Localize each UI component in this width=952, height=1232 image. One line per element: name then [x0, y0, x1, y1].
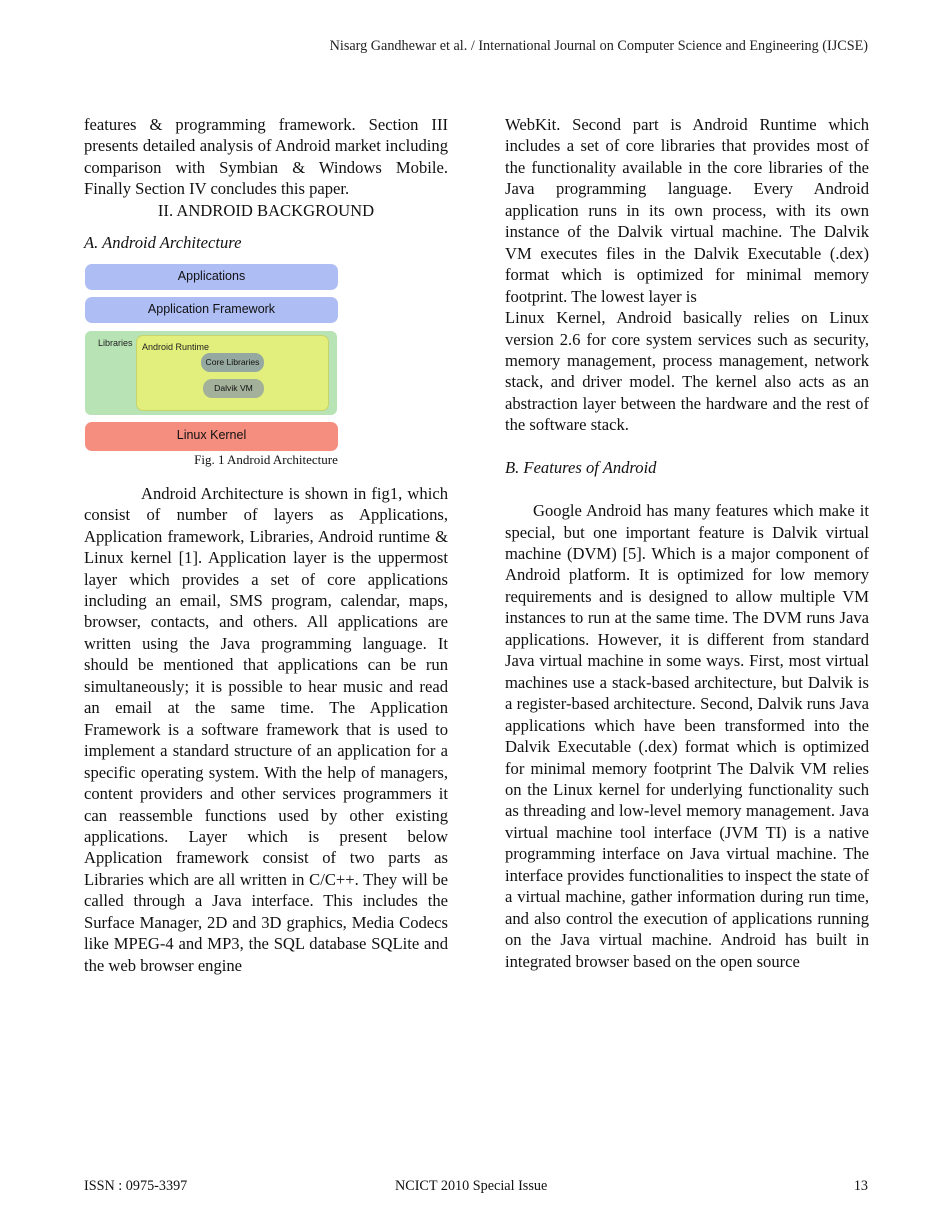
core-libraries-block: Core Libraries: [201, 353, 264, 372]
applications-layer: Applications: [85, 264, 338, 290]
section-heading: II. ANDROID BACKGROUND: [157, 200, 375, 220]
application-framework-layer: Application Framework: [85, 297, 338, 323]
dalvik-vm-block: Dalvik VM: [203, 379, 264, 398]
footer-issue: NCICT 2010 Special Issue: [395, 1178, 548, 1194]
runtime-paragraph: WebKit. Second part is Android Runtime which includes a set of core libraries that provides most of the functionality available in the core libraries of the Java programming language. Every Android application runs in its own process, with its own instance of the Dalvik virtual machine. The Dalvik VM executes files in the Dalvik Executable (.dex) format which is optimized for minimal memory footprint. The lowest layer is: [505, 115, 869, 306]
kernel-paragraph: Linux Kernel, Android basically relies on Linux version 2.6 for core system services such as security, memory management, process management, network stack, and driver model. The kernel also acts as an abstraction layer between the hardware and the rest of the software stack.: [505, 308, 869, 435]
running-head: Nisarg Gandhewar et al. / International Journal on Computer Science and Engineering (IJCSE): [329, 38, 868, 54]
left-column: [84, 114, 448, 976]
subsection-a-heading: A. Android Architecture: [84, 233, 242, 253]
architecture-paragraph: Android Architecture is shown in fig1, which consist of number of layers as Applications, Application framework, Libraries, Android runtime & Linux kernel [1]. Application layer is the uppermost layer which provides a set of core applications including an email, SMS program, calendar, maps, browser, contacts, and others. All applications are written using the Java programming language. It should be mentioned that applications can be run simultaneously; it is possible to hear music and read an email at the same time. The Application Framework is a software framework that is used to implement a standard structure of an application for a specific operating system. With the help of managers, content providers and other services programmers it can reassemble functions used by other existing applications. Layer which is present below Application framework consist of two parts as Libraries which are all written in C/C++. They will be called through a Java interface. This includes the Surface Manager, 2D and 3D graphics, Media Codecs like MPEG-4 and MP3, the SQL database SQLite and the web browser engine: [84, 483, 448, 975]
right-column: [505, 114, 869, 972]
linux-kernel-layer: Linux Kernel: [85, 422, 338, 451]
android-runtime-label: Android Runtime: [142, 341, 210, 352]
libraries-label: Libraries: [98, 337, 133, 348]
intro-paragraph: features & programming framework. Section III presents detailed analysis of Android market including comparison with Symbian & Windows Mobile. Finally Section IV concludes this paper.: [84, 115, 448, 199]
features-paragraph: Google Android has many features which make it special, but one important feature is Dalvik virtual machine (DVM) [5]. Which is a major component of Android platform. It is optimized for low memory requirements and is designed to allow multiple VM instances to run at the same time. The DVM runs Java applications. However, it is different from standard Java virtual machine in some ways. First, most virtual machines use a stack-based architecture, but Dalvik is a register-based architecture. Second, Dalvik runs Java applications which have been transformed into the Dalvik Executable (.dex) format which is optimized for minimal memory footprint The Dalvik VM relies on the Linux kernel for underlying functionality such as threading and low-level memory management. Java virtual machine tool interface (JVM TI) is a native programming interface on Java virtual machine. The interface provides functionalities to inspect the state of a virtual machine, gather information during run time, and also control the execution of applications running on the Java virtual machine. Android has built in integrated browser based on the open source: [505, 501, 869, 971]
footer-issn: ISSN : 0975-3397: [84, 1178, 188, 1194]
figure-caption: Fig. 1 Android Architecture: [194, 451, 338, 467]
page-number: 13: [853, 1178, 868, 1194]
android-architecture-figure: [85, 264, 339, 452]
subsection-b-heading: B. Features of Android: [505, 458, 657, 478]
